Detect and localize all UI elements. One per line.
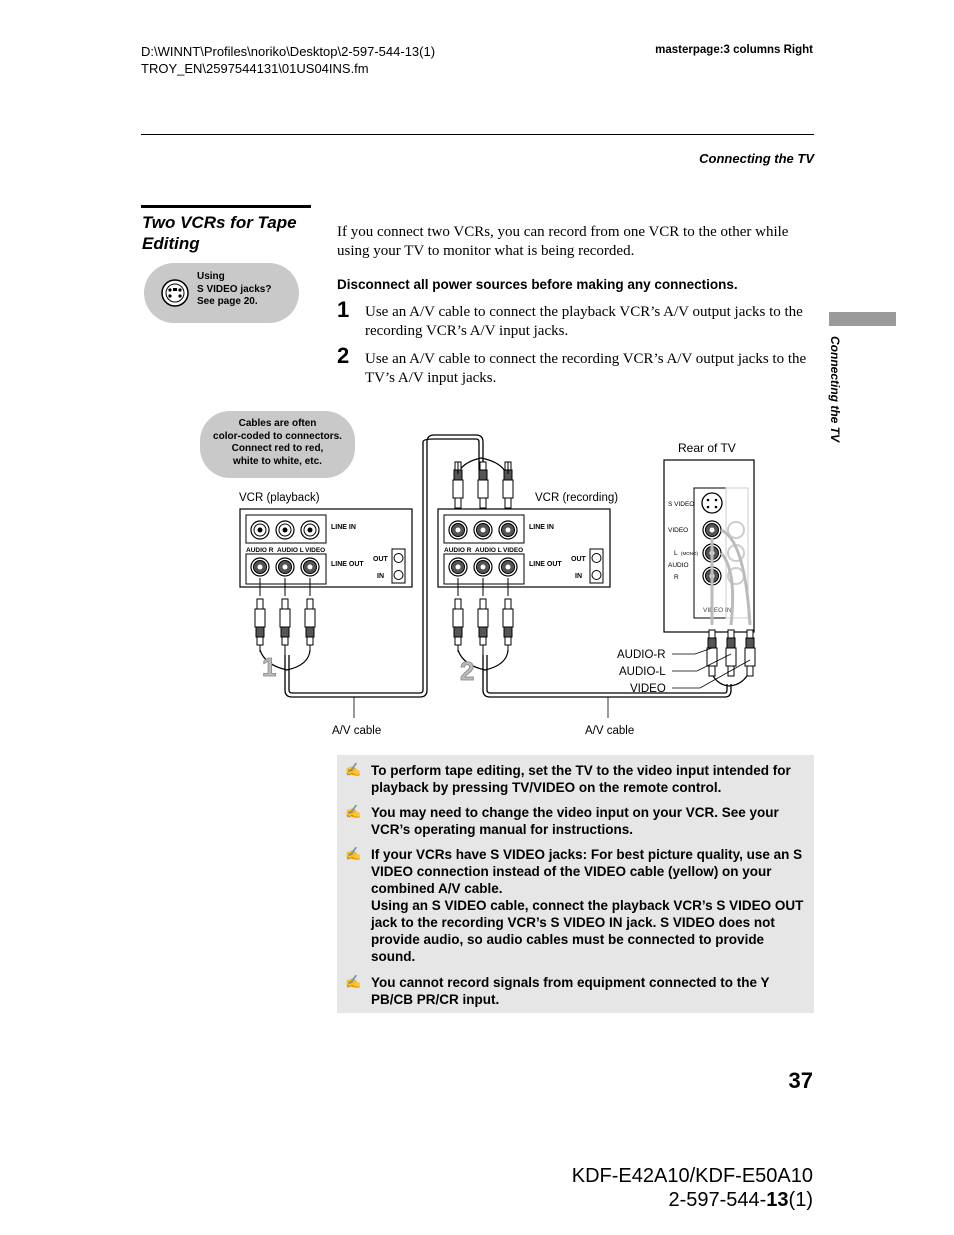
note-2	[345, 804, 806, 838]
footer-code-prefix: 2-597-544-	[668, 1189, 767, 1211]
vcr1-audio-r-label: AUDIO R	[246, 547, 274, 554]
svideo-hint-line3: See page 20.	[197, 296, 258, 307]
footer-model-name: KDF-E42A10/KDF-E50A10	[571, 1165, 813, 1187]
diagram-step-1: 1	[262, 652, 277, 682]
side-tab-label: Connecting the TV	[828, 336, 842, 442]
file-path-line2: TROY_EN\2597544131\01US04INS.fm	[141, 61, 369, 76]
note-3	[345, 846, 806, 965]
svideo-hint-line2: S VIDEO jacks?	[197, 283, 272, 295]
note-3-text-continued: Using an S VIDEO cable, connect the playback VCR’s S VIDEO OUT jack to the recording VCR’s S VIDEO IN jack. S VIDEO does not provide audio, so audio cables must be connected to provide sound.	[371, 898, 804, 964]
vcr1-in-label: IN	[377, 573, 384, 580]
diagram-step-2: 2	[460, 656, 475, 686]
note-pencil-icon: ✍	[345, 974, 362, 989]
file-path-line1: D:\WINNT\Profiles\noriko\Desktop\2-597-544-13(1)	[141, 44, 436, 59]
note-4-text: You cannot record signals from equipment connected to the Y PB/CB PR/CR input.	[371, 975, 770, 1007]
page-number: 37	[788, 1068, 813, 1093]
vcr1-line-out-label: LINE OUT	[331, 561, 364, 568]
step-1-text: Use an A/V cable to connect the playback VCR’s A/V output jacks to the recording VCR’s A/V input jacks.	[365, 304, 803, 339]
note-3-text: If your VCRs have S VIDEO jacks: For best picture quality, use an S VIDEO connection instead of the VIDEO cable (yellow) on your combined A/V cable.	[371, 847, 803, 896]
footer-code-suffix: (1)	[788, 1189, 813, 1211]
note-pencil-icon: ✍	[345, 762, 362, 777]
note-1-text: To perform tape editing, set the TV to the video input intended for playback by pressing TV/VIDEO on the remote control.	[371, 763, 791, 795]
step-2-number: 2	[337, 343, 350, 368]
callout-video: VIDEO	[630, 683, 666, 695]
av-cable-label-2: A/V cable	[585, 725, 635, 737]
vcr2-out-label: OUT	[571, 556, 586, 563]
tv-r-label: R	[674, 574, 679, 581]
tv-video-label: VIDEO	[668, 527, 689, 534]
vcr2-video-label: VIDEO	[503, 547, 524, 554]
tv-mono-label: (MONO)	[681, 551, 698, 556]
tv-audio-label: AUDIO	[668, 562, 689, 569]
av-cable-label-1: A/V cable	[332, 725, 382, 737]
vcr2-audio-l-label: AUDIO L	[475, 547, 502, 554]
footer-model	[572, 1164, 813, 1212]
masterpage-label: masterpage:3 columns Right	[655, 44, 813, 56]
vcr2-line-in-label: LINE IN	[529, 524, 554, 531]
vcr2-line-out-label: LINE OUT	[529, 561, 562, 568]
vcr1-out-label: OUT	[373, 556, 388, 563]
section-title: Two VCRs for Tape Editing	[142, 213, 297, 253]
callout-audio-r: AUDIO-R	[617, 649, 666, 661]
note-1	[345, 762, 806, 796]
step-1-number: 1	[337, 297, 350, 322]
svideo-hint-line1: Using	[197, 271, 225, 282]
notes-box	[337, 755, 814, 1013]
cable-hint-line4: white to white, etc.	[233, 455, 322, 467]
vcr2-in-label: IN	[575, 573, 582, 580]
vcr1-audio-l-label: AUDIO L	[277, 547, 304, 554]
note-4	[345, 974, 806, 1008]
vcr-playback-label: VCR (playback)	[239, 492, 320, 504]
cable-hint-line3: Connect red to red,	[231, 443, 324, 454]
footer-code	[572, 1188, 813, 1212]
tv-svideo-label: S VIDEO	[668, 501, 695, 508]
vcr-recording-label: VCR (recording)	[535, 492, 619, 504]
tv-video-in-label: VIDEO IN	[703, 607, 732, 614]
rear-of-tv-label: Rear of TV	[678, 441, 736, 455]
vcr1-line-in-label: LINE IN	[331, 524, 356, 531]
cable-hint-line2: color-coded to connectors.	[213, 430, 342, 442]
cable-hint-line1: Cables are often	[238, 418, 317, 429]
note-pencil-icon: ✍	[345, 846, 362, 861]
warning-text: Disconnect all power sources before making any connections.	[337, 277, 738, 292]
tv-l-label: L	[674, 550, 678, 557]
vcr2-audio-r-label: AUDIO R	[444, 547, 472, 554]
step-2-text: Use an A/V cable to connect the recording VCR’s A/V output jacks to the TV’s A/V input jacks.	[365, 351, 807, 386]
section-header: Connecting the TV	[699, 151, 814, 166]
note-2-text: You may need to change the video input on your VCR. See your VCR’s operating manual for instructions.	[371, 805, 779, 837]
vcr1-video-label: VIDEO	[305, 547, 326, 554]
note-pencil-icon: ✍	[345, 804, 362, 819]
callout-audio-l: AUDIO-L	[619, 666, 666, 678]
footer-code-bold: 13	[766, 1189, 789, 1211]
intro-paragraph: If you connect two VCRs, you can record from one VCR to the other while using your TV to monitor what is being recorded.	[337, 224, 789, 259]
